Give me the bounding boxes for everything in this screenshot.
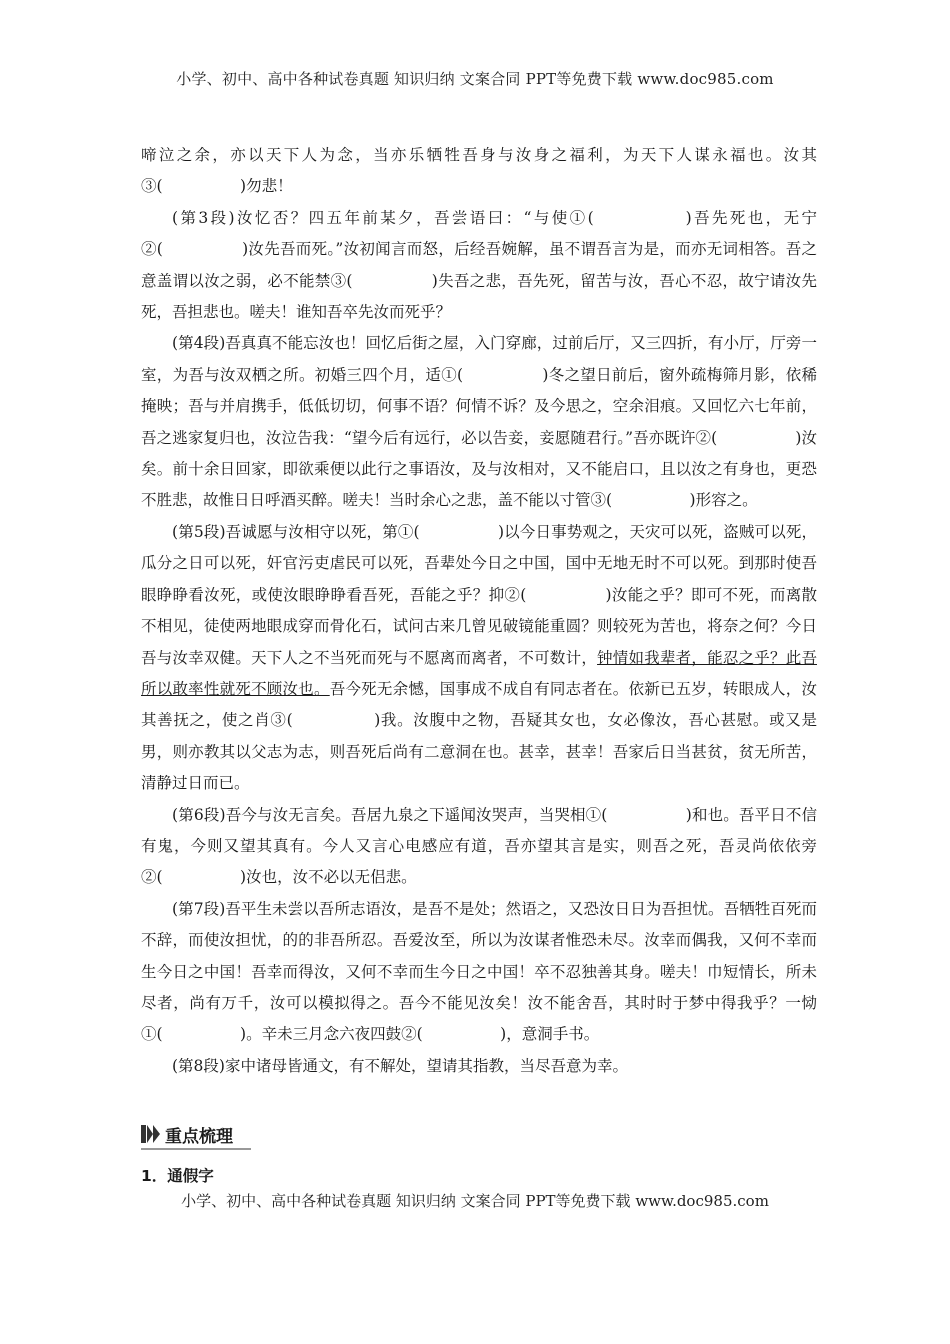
page-footer: 小学、初中、高中各种试卷真题 知识归纳 文案合同 PPT等免费下载 www.doc985.com xyxy=(181,1192,769,1210)
subsection-title: 1．通假字 xyxy=(141,1167,214,1185)
paragraph-8: (第8段)家中诸母皆通文，有不解处，望请其指教，当尽吾意为幸。 xyxy=(172,1056,628,1075)
page-header: 小学、初中、高中各种试卷真题 知识归纳 文案合同 PPT等免费下载 www.doc985.com xyxy=(176,70,774,88)
paragraph-4: (第4段)吾真真不能忘汝也！回忆后街之屋，入门穿廊，过前后厅，又三四折，有小厅，厅旁一室，为吾与汝双栖之所。初婚三四个月，适①( )冬之望日前后，窗外疏梅筛月影，依稀掩映；吾与并肩携手，低低切切，何事不语？何情不诉？及今思之，空余泪痕。又回忆六七年前，吾之逃家复归也，汝泣告我：“望今后有远行，必以告妾，妾愿随君行。”吾亦既许②( )汝矣。前十余日回家，即欲乘便以此行之事语汝，及与汝相对，又不能启口，且以汝之有身也，更恐不胜悲，故惟日日呼酒买醉。嗟夫！当时余心之悲，盖不能以寸管③( )形容之。 xyxy=(141,334,817,510)
underlined-sentence: 钟情如我辈者，能忍之乎？此吾所以敢率性就死不顾汝也。 xyxy=(141,648,817,698)
paragraph-7: (第7段)吾平生未尝以吾所志语汝，是吾不是处；然语之，又恐汝日日为吾担忧。吾牺牲百死而不辞，而使汝担忧，的的非吾所忍。吾爱汝至，所以为汝谋者惟恐未尽。汝幸而偶我，又何不幸而生今日之中国！吾幸而得汝，又何不幸而生今日之中国！卒不忍独善其身。嗟夫！巾短情长，所未尽者，尚有万千，汝可以模拟得之。吾今不能见汝矣！汝不能舍吾，其时时于梦中得我乎？一恸①( )。辛未三月念六夜四鼓②( )，意洞手书。 xyxy=(141,899,817,1044)
paragraph-3: (第3段)汝忆否？四五年前某夕，吾尝语曰：“与使①( )吾先死也，无宁②( )汝先吾而死。”汝初闻言而怒，后经吾婉解，虽不谓吾言为是，而亦无词相答。吾之意盖谓以汝之弱，必不能禁③( )失吾之悲，吾先死，留苦与汝，吾心不忍，故宁请汝先死，吾担悲也。嗟夫！谁知吾卒先汝而死乎？ xyxy=(141,208,817,322)
article-body xyxy=(141,140,817,1082)
paragraph-5-part-1: (第5段)吾诚愿与汝相守以死，第①( )以今日事势观之，天灾可以死，盗贼可以死，瓜分之日可以死，奸官污吏虐民可以死，吾辈处今日之中国，国中无地无时不可以死。到那时使吾眼睁睁看汝死，或使汝眼睁睁看吾死，吾能之乎？抑②( )汝能之乎？即可不死，而离散不相见，徒使两地眼成穿而骨化石，试问古来几曾见破镜能重圆？则较死为苦也，将奈之何？今日吾与汝幸双健。天下人之不当死而死与不愿离而离者，不可数计， xyxy=(141,522,817,667)
section-heading xyxy=(141,1122,251,1150)
paragraph-6: (第6段)吾今与汝无言矣。吾居九泉之下遥闻汝哭声，当哭相①( )和也。吾平日不信有鬼，今则又望其真有。今人又言心电感应有道，吾亦望其言是实，则吾之死，吾灵尚依依旁②( )汝也，汝不必以无侣悲。 xyxy=(141,805,817,887)
paragraph-5 xyxy=(141,517,817,800)
double-chevron-icon xyxy=(141,1125,161,1143)
paragraph-continuation: 啼泣之余，亦以天下人为念，当亦乐牺牲吾身与汝身之福利，为天下人谋永福也。汝其③( )勿悲！ xyxy=(141,146,817,196)
section-title: 重点梳理 xyxy=(165,1127,233,1147)
paragraph-5-part-2: 吾今死无余憾，国事成不成自有同志者在。依新已五岁，转眼成人，汝其善抚之，使之肖③( )我。汝腹中之物，吾疑其女也，女必像汝，吾心甚慰。或又是男，则亦教其以父志为志，则吾死后尚有二意洞在也。甚幸，甚幸！吾家后日当甚贫，贫无所苦，清静过日而已。 xyxy=(141,679,817,793)
